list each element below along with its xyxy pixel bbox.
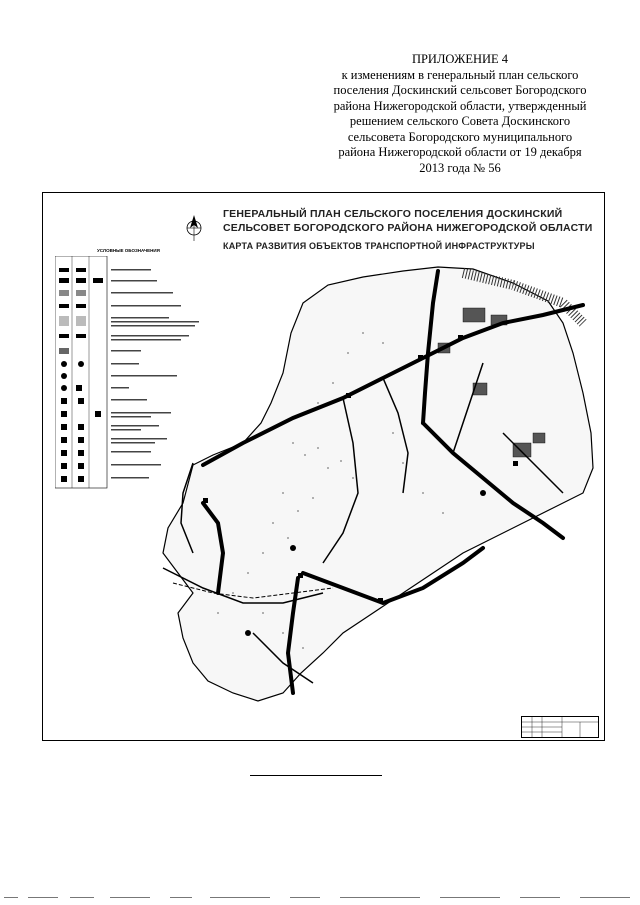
map-title	[223, 207, 593, 253]
document-header	[320, 52, 600, 176]
legend-table	[55, 256, 205, 496]
map-frame	[42, 192, 605, 741]
map-subtitle: КАРТА РАЗВИТИЯ ОБЪЕКТОВ ТРАНСПОРТНОЙ ИНФРАСТРУКТУРЫ	[223, 241, 535, 251]
map-title-line: ГЕНЕРАЛЬНЫЙ ПЛАН СЕЛЬСКОГО ПОСЕЛЕНИЯ ДОСКИНСКИЙ	[223, 208, 563, 220]
header-line: решением сельского Совета Доскинского	[349, 114, 571, 128]
legend-title: УСЛОВНЫЕ ОБОЗНАЧЕНИЯ	[97, 248, 160, 253]
compass-icon	[183, 213, 205, 243]
header-line: 2013 года № 56	[419, 160, 501, 175]
header-line: района Нижегородской области, утвержденный	[333, 98, 587, 113]
header-line: ПРИЛОЖЕНИЕ 4	[411, 52, 509, 66]
map-legend	[55, 248, 205, 488]
header-line: к изменениям в генеральный план сельского	[341, 67, 579, 82]
header-line: поселения Доскинский сельсовет Богородского	[333, 83, 587, 97]
stamp-grid	[522, 717, 598, 737]
legend-text-lines	[111, 269, 199, 479]
legend-swatches	[59, 268, 103, 482]
signature-line	[250, 775, 382, 776]
scan-edge-artifacts	[0, 895, 640, 901]
territory-boundary	[163, 267, 593, 701]
header-line: сельсовета Богородского муниципального	[347, 129, 573, 144]
header-line: района Нижегородской области от 19 декабря	[338, 145, 582, 159]
map-title-line: СЕЛЬСОВЕТ БОГОРОДСКОГО РАЙОНА НИЖЕГОРОДСКОЙ ОБЛАСТИ	[223, 222, 593, 234]
title-block-stamp	[521, 716, 599, 738]
